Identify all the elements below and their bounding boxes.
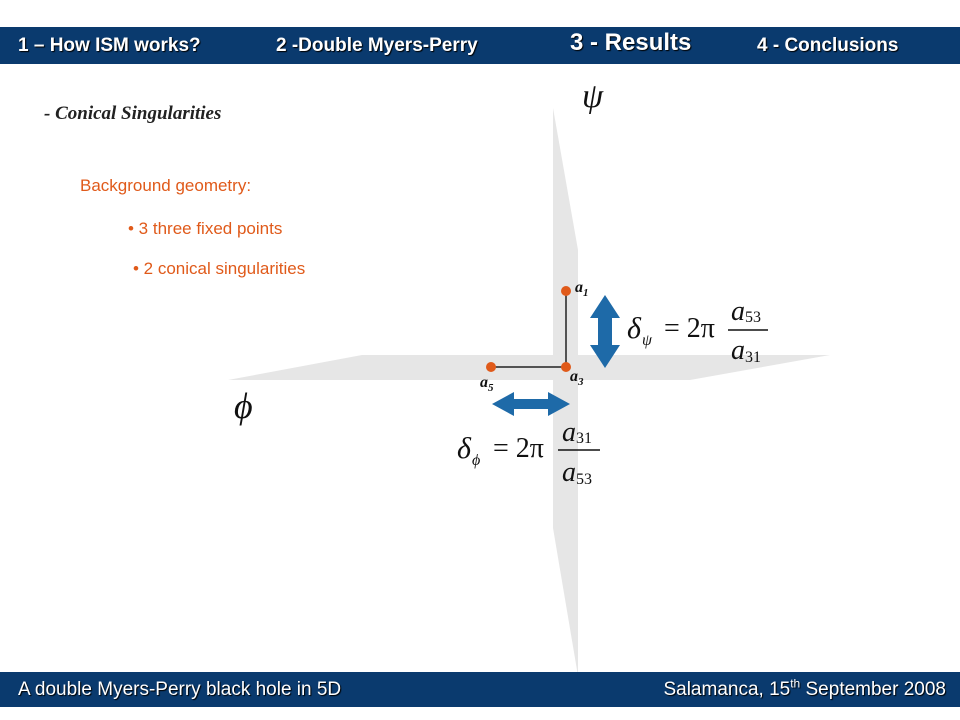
formula-phi-subscript: ϕ xyxy=(472,452,481,469)
formula-psi-denominator-index: 31 xyxy=(745,349,761,366)
formula-phi-numerator: a xyxy=(562,417,576,448)
footer-date-suffix: September 2008 xyxy=(800,679,946,700)
formula-phi-denominator: a xyxy=(562,457,576,488)
fixed-point-a5 xyxy=(486,362,496,372)
nav-item-conclusions[interactable]: 4 - Conclusions xyxy=(757,35,899,56)
label-a1 xyxy=(575,279,589,299)
label-a3-letter: a xyxy=(570,368,578,385)
formula-phi-rhs: = 2π xyxy=(493,433,544,464)
footer-venue-date xyxy=(663,672,946,707)
footer-date-prefix: Salamanca, 15 xyxy=(663,679,791,700)
bullet-conical-singularities: • 2 conical singularities xyxy=(133,259,306,278)
label-a1-letter: a xyxy=(575,279,583,296)
formula-phi-denominator-index: 53 xyxy=(576,471,592,488)
formula-psi-delta: δ xyxy=(627,312,641,345)
label-a3 xyxy=(570,368,584,388)
nav-item-double-myers-perry[interactable]: 2 -Double Myers-Perry xyxy=(276,35,478,56)
formula-phi-delta: δ xyxy=(457,432,471,465)
formula-psi-numerator-index: 53 xyxy=(745,309,761,326)
fixed-point-a1 xyxy=(561,286,571,296)
vertical-plane xyxy=(553,108,578,676)
footer-talk-title: A double Myers-Perry black hole in 5D xyxy=(18,679,342,700)
formula-phi-numerator-index: 31 xyxy=(576,430,592,447)
footer-date-ordinal: th xyxy=(790,676,801,691)
label-a1-index: 1 xyxy=(583,287,589,300)
formula-psi-denominator: a xyxy=(731,335,745,366)
psi-axis-symbol: ψ xyxy=(582,78,604,115)
label-a3-index: 3 xyxy=(578,376,584,389)
formula-psi-rhs: = 2π xyxy=(664,313,715,344)
nav-item-results[interactable]: 3 - Results xyxy=(570,29,692,56)
label-a5-index: 5 xyxy=(488,382,494,395)
label-a5 xyxy=(480,374,494,394)
footer-bar xyxy=(0,672,960,707)
formula-psi-subscript: ψ xyxy=(642,332,652,349)
formula-psi-numerator: a xyxy=(731,296,745,327)
bullet-fixed-points: • 3 three fixed points xyxy=(128,219,283,238)
section-title: - Conical Singularities xyxy=(44,103,222,124)
formula-delta-phi xyxy=(457,417,600,488)
label-a5-letter: a xyxy=(480,374,488,391)
background-geometry-label: Background geometry: xyxy=(80,176,252,195)
phi-axis-symbol: ϕ xyxy=(234,386,253,426)
nav-item-how-ism-works[interactable]: 1 – How ISM works? xyxy=(18,35,201,56)
